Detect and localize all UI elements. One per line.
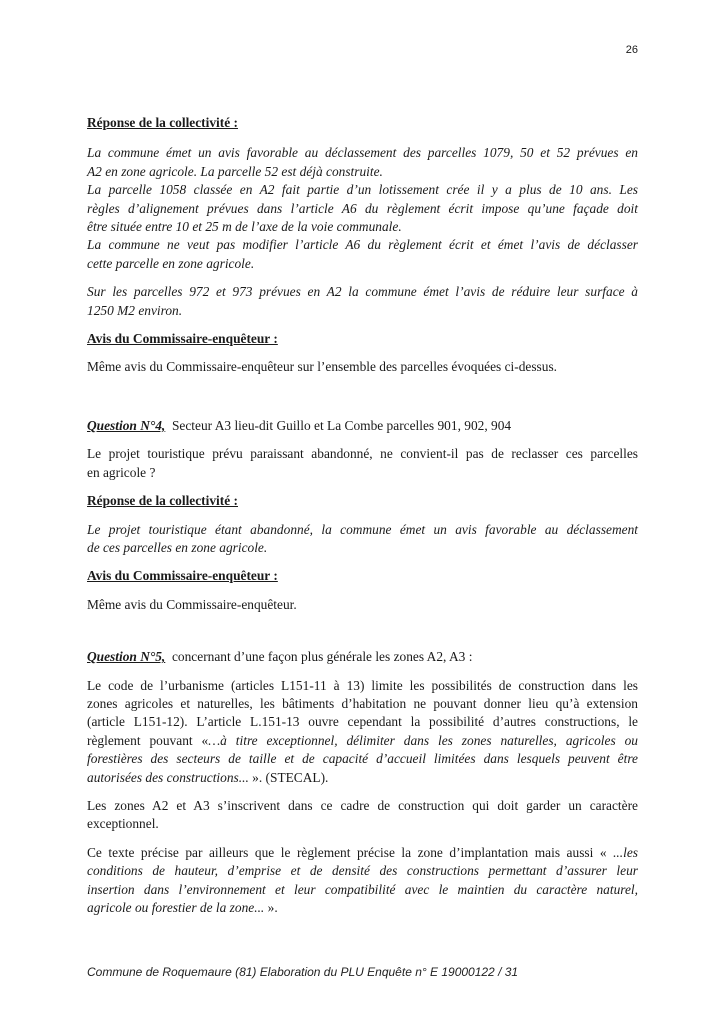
question-5-paragraph: Ce texte précise par ailleurs que le règlement précise la zone d’implantation mais aussi « ...les conditions de hauteur, d’emprise et de densité des constructions permettant d’assurer leur insertion dans l’environnement et leur compatibilité avec le maintien du caractère naturel, agricole ou forestier de la zone... ». [87, 844, 638, 915]
question-label: Question N°5, [87, 649, 166, 665]
section-heading: Réponse de la collectivité : [87, 493, 238, 509]
question-4-title: Question N°4, Secteur A3 lieu-dit Guillo et La Combe parcelles 901, 902, 904 [87, 417, 512, 433]
question-label: Question N°4, [87, 417, 166, 433]
question-5-paragraph: Le code de l’urbanisme (articles L151-11 à 13) limite les possibilités de construction dans les zones agricoles et naturelles, les bâtiments d’habitation ne pouvant donner lieu qu’à extension (article L151-12). L’article L.151-13 ouvre cependant la possibilité d’autres constructions, le règlement pouvant «…à titre exceptionnel, délimiter dans les zones naturelles, agricoles ou forestières des secteurs de taille et de capacité d’accueil limitées dans lesquels peuvent être autorisées des constructions... ». (STECAL). [87, 677, 638, 785]
section-heading: Avis du Commissaire-enquêteur : [87, 331, 278, 347]
page-footer: Commune de Roquemaure (81) Elaboration du PLU Enquête n° E 19000122 / 31 [87, 965, 519, 979]
section-heading: Réponse de la collectivité : [87, 115, 238, 130]
section-heading: Avis du Commissaire-enquêteur : [87, 568, 278, 584]
commissioner-opinion: Même avis du Commissaire-enquêteur. [87, 596, 297, 612]
page-content [87, 114, 638, 917]
question-5-title: Question N°5, concernant d’une façon plus générale les zones A2, A3 : [87, 649, 473, 665]
commissioner-opinion: Même avis du Commissaire-enquêteur sur l’ensemble des parcelles évoquées ci-dessus. [87, 359, 558, 375]
question-4-text: Le projet touristique prévu paraissant abandonné, ne convient-il pas de reclasser ces parcelles en agricole ? [87, 446, 638, 480]
question-5-paragraph: Les zones A2 et A3 s’inscrivent dans ce cadre de construction qui doit garder un caractère exceptionnel. [87, 797, 638, 832]
response-paragraph: La commune émet un avis favorable au déclassement des parcelles 1079, 50 et 52 prévues en A2 en zone agricole. La parcelle 52 est déjà construite. La parcelle 1058 classée en A2 fait partie d’un lotissement crée il y a plus de 10 ans. Les règles d’alignement prévues dans l’article A6 du règlement écrit impose qu’une façade doit être située entre 10 et 25 m de l’axe de la voie communale. La commune ne veut pas modifier l’article A6 du règlement écrit et émet l’avis de déclasser cette parcelle en zone agricole. Sur les parcelles 972 et 973 prévues en A2 la commune émet l’avis de réduire leur surface à 1250 M2 environ. [87, 145, 638, 318]
response-paragraph: Le projet touristique étant abandonné, la commune émet un avis favorable au déclassement de ces parcelles en zone agricole. [87, 521, 638, 555]
page-number: 26 [625, 44, 638, 56]
